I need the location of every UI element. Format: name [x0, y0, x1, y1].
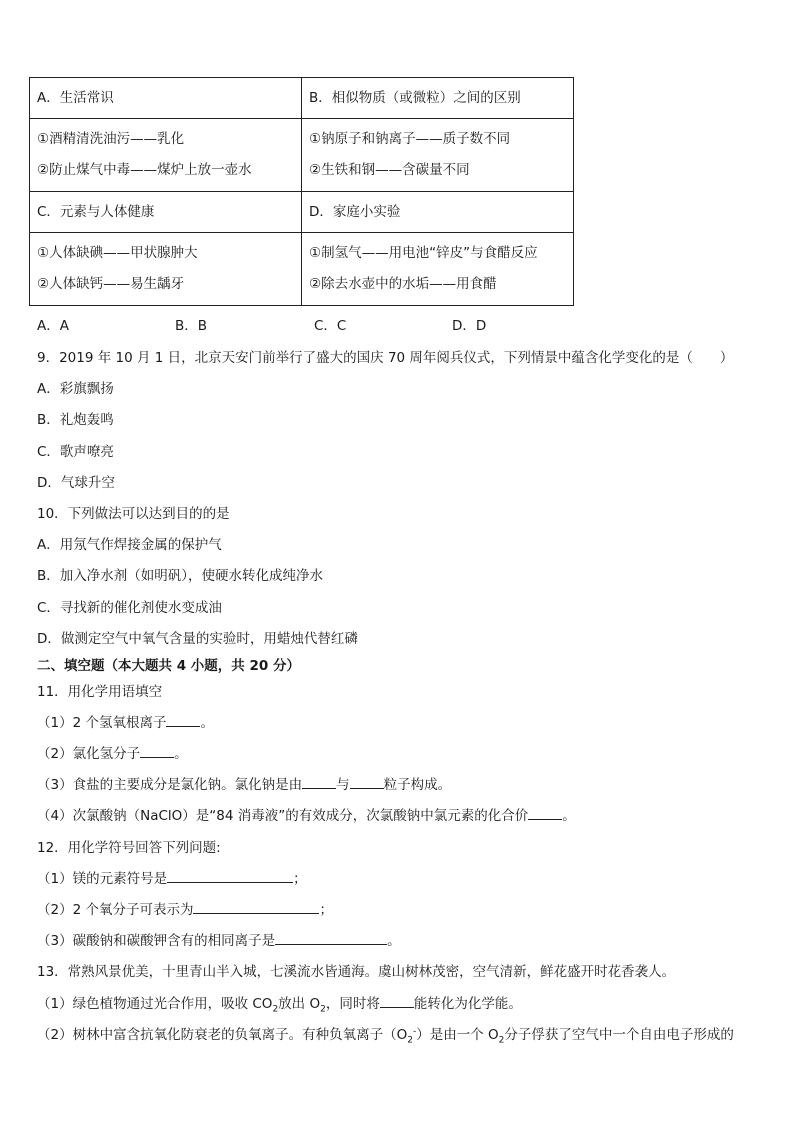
answer-blank[interactable] — [167, 868, 293, 883]
q10-option-c: C．寻找新的催化剂使水变成油 — [37, 600, 222, 616]
cell-a-line1: ①酒精清洗油污——乳化 — [37, 131, 185, 147]
cell-b-line1: ①钠原子和钠离子——质子数不同 — [309, 131, 511, 147]
cell-b-header: B．相似物质（或微粒）之间的区别 — [302, 78, 574, 119]
cell-b-body — [302, 119, 574, 192]
cell-c-body — [30, 233, 302, 306]
section-title: 二、填空题（本大题共 4 小题，共 20 分） — [37, 658, 300, 674]
answer-blank[interactable] — [275, 930, 387, 945]
cell-a-header: A．生活常识 — [30, 78, 302, 119]
q12-part3: （3）碳酸钠和碳酸钾含有的相同离子是 。 — [37, 929, 401, 949]
cell-b-line2: ②生铁和钢——含碳量不同 — [309, 162, 470, 178]
answer-blank[interactable] — [166, 712, 200, 727]
q13-part1: （1）绿色植物通过光合作用，吸收 $CO_2$放出 $O_2$，同时将 能转化为化学能。 — [37, 992, 522, 1015]
q12-part1: （1）镁的元素符号是 ； — [37, 867, 307, 887]
q8-option-b: B．B — [175, 318, 208, 334]
q11-part4: （4）次氯酸钠（NaClO）是“84 消毒液”的有效成分，次氯酸钠中氯元素的化合价 。 — [37, 804, 576, 824]
cell-a-body — [30, 119, 302, 192]
q8-option-c: C．C — [314, 318, 347, 334]
answer-blank[interactable] — [193, 899, 319, 914]
cell-d-line2: ②除去水壶中的水垢——用食醋 — [309, 276, 497, 292]
q9-option-b: B．礼炮轰鸣 — [37, 412, 114, 428]
cell-c-line2: ②人体缺钙——易生龋牙 — [37, 276, 185, 292]
q12-stem: 12．用化学符号回答下列问题: — [37, 840, 221, 856]
q8-option-d: D．D — [452, 318, 487, 334]
q10-stem: 10．下列做法可以达到目的的是 — [37, 506, 230, 522]
q11-stem: 11．用化学用语填空 — [37, 684, 163, 700]
answer-blank[interactable] — [380, 993, 414, 1008]
q9-option-a: A．彩旗飘扬 — [37, 381, 114, 397]
answer-blank[interactable] — [140, 743, 174, 758]
answer-blank[interactable] — [302, 774, 336, 789]
answer-blank[interactable] — [350, 774, 384, 789]
q10-option-b: B．加入净水剂（如明矾），使硬水转化成纯净水 — [37, 568, 324, 584]
q9-option-d: D．气球升空 — [37, 475, 115, 491]
q9-stem: 9．2019 年 10 月 1 日，北京天安门前举行了盛大的国庆 70 周年阅兵仪式，下列情景中蕴含化学变化的是（ ） — [37, 350, 734, 366]
q10-option-d: D．做测定空气中氧气含量的实验时，用蜡烛代替红磷 — [37, 631, 358, 647]
q11-part3: （3）食盐的主要成分是氯化钠。氯化钠是由 与 粒子构成。 — [37, 773, 451, 793]
answer-blank[interactable] — [528, 805, 562, 820]
cell-c-header: C．元素与人体健康 — [30, 192, 302, 233]
q10-option-a: A．用氖气作焊接金属的保护气 — [37, 537, 222, 553]
q12-part2: （2）2 个氧分子可表示为 ； — [37, 898, 333, 918]
q11-part1: （1）2 个氢氧根离子 。 — [37, 711, 214, 731]
q9-option-c: C．歌声嘹亮 — [37, 444, 114, 460]
options-table — [29, 77, 574, 306]
cell-d-line1: ①制氢气——用电池“锌皮”与食醋反应 — [309, 245, 538, 261]
cell-d-header: D．家庭小实验 — [302, 192, 574, 233]
q11-part2: （2）氯化氢分子 。 — [37, 742, 188, 762]
cell-a-line2: ②防止煤气中毒——煤炉上放一壶水 — [37, 162, 252, 178]
q8-option-a: A．A — [37, 318, 69, 334]
q13-part2: （2）树林中富含抗氧化防衰老的负氧离子。有种负氧离子$(O_2^-)$是由一个 $O_2$分子俘获了空气中一个自由电子形成的 — [37, 1026, 734, 1046]
cell-d-body — [302, 233, 574, 306]
cell-c-line1: ①人体缺碘——甲状腺肿大 — [37, 245, 198, 261]
q13-stem: 13．常熟风景优美，十里青山半入城，七溪流水皆通海。虞山树林茂密，空气清新，鲜花盛开时花香袭人。 — [37, 964, 676, 980]
